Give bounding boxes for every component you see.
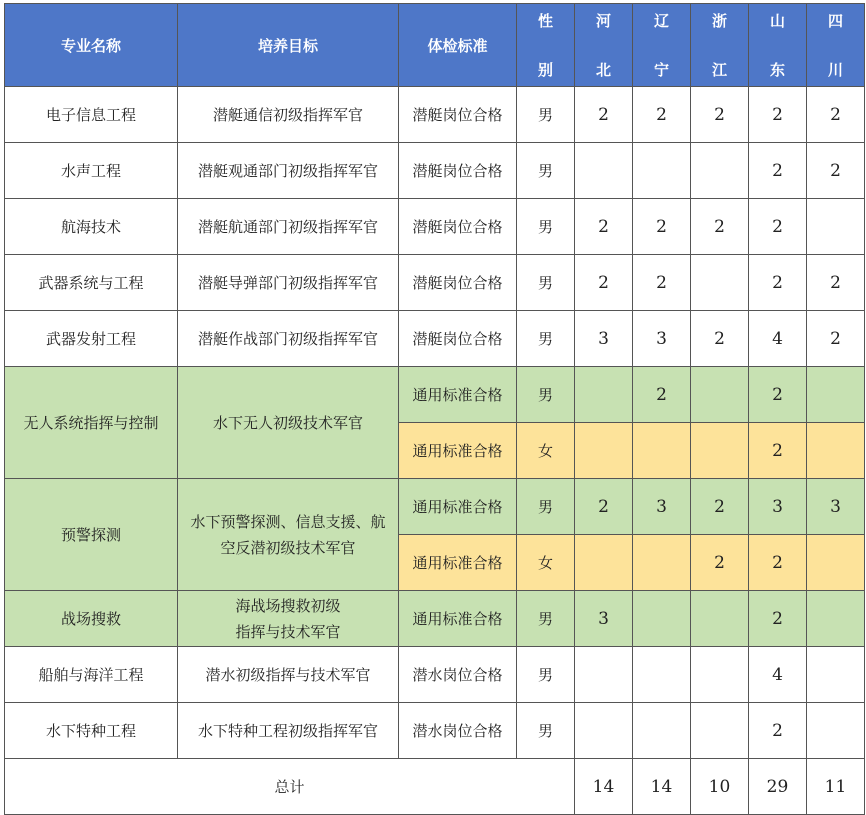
value-cell: 2: [575, 255, 633, 311]
gender-cell: 男: [517, 311, 575, 367]
total-value: 10: [691, 759, 749, 815]
table-row: [5, 479, 865, 535]
header-gender: 性 别: [517, 4, 575, 87]
standard-cell: 通用标准合格: [399, 535, 517, 591]
goal-cell: 潜艇观通部门初级指挥军官: [178, 143, 399, 199]
standard-cell: 潜艇岗位合格: [399, 199, 517, 255]
major-cell: 船舶与海洋工程: [5, 647, 178, 703]
value-cell: 3: [807, 479, 865, 535]
table-row: [5, 199, 865, 255]
gender-cell: 女: [517, 535, 575, 591]
goal-cell: 潜艇通信初级指挥军官: [178, 87, 399, 143]
value-cell: 2: [749, 535, 807, 591]
value-cell: [633, 703, 691, 759]
goal-cell: 潜艇作战部门初级指挥军官: [178, 311, 399, 367]
value-cell: [633, 647, 691, 703]
header-major: 专业名称: [5, 4, 178, 87]
value-cell: 3: [575, 311, 633, 367]
table-row: [5, 143, 865, 199]
value-cell: [691, 143, 749, 199]
standard-cell: 潜水岗位合格: [399, 647, 517, 703]
goal-cell: 潜艇导弹部门初级指挥军官: [178, 255, 399, 311]
value-cell: 3: [633, 311, 691, 367]
value-cell: [575, 535, 633, 591]
value-cell: [691, 423, 749, 479]
total-value: 29: [749, 759, 807, 815]
standard-cell: 通用标准合格: [399, 591, 517, 647]
standard-cell: 潜艇岗位合格: [399, 255, 517, 311]
value-cell: 2: [749, 87, 807, 143]
table-row: [5, 591, 865, 647]
value-cell: 2: [633, 199, 691, 255]
value-cell: 2: [633, 255, 691, 311]
value-cell: [633, 143, 691, 199]
value-cell: [575, 703, 633, 759]
major-cell: 水下特种工程: [5, 703, 178, 759]
header-liaoning: 辽 宁: [633, 4, 691, 87]
value-cell: [575, 367, 633, 423]
value-cell: 2: [633, 87, 691, 143]
value-cell: [691, 647, 749, 703]
gender-cell: 男: [517, 591, 575, 647]
goal-cell: 水下特种工程初级指挥军官: [178, 703, 399, 759]
value-cell: 2: [749, 703, 807, 759]
total-value: 14: [633, 759, 691, 815]
value-cell: 4: [749, 311, 807, 367]
gender-cell: 男: [517, 479, 575, 535]
standard-cell: 通用标准合格: [399, 367, 517, 423]
header-sichuan: 四 川: [807, 4, 865, 87]
major-cell: 武器发射工程: [5, 311, 178, 367]
value-cell: [633, 423, 691, 479]
gender-cell: 男: [517, 367, 575, 423]
total-value: 11: [807, 759, 865, 815]
value-cell: 2: [807, 255, 865, 311]
value-cell: 2: [575, 479, 633, 535]
gender-cell: 男: [517, 199, 575, 255]
total-label: 总计: [5, 759, 575, 815]
table-row: [5, 703, 865, 759]
value-cell: 3: [633, 479, 691, 535]
value-cell: [807, 591, 865, 647]
value-cell: 4: [749, 647, 807, 703]
enrollment-table: [4, 3, 865, 815]
value-cell: 2: [749, 591, 807, 647]
standard-cell: 通用标准合格: [399, 423, 517, 479]
table-row: [5, 647, 865, 703]
value-cell: [633, 591, 691, 647]
value-cell: [691, 367, 749, 423]
gender-cell: 男: [517, 647, 575, 703]
major-cell: 预警探测: [5, 479, 178, 591]
value-cell: 2: [749, 255, 807, 311]
gender-cell: 男: [517, 255, 575, 311]
value-cell: 2: [749, 423, 807, 479]
header-shandong: 山 东: [749, 4, 807, 87]
value-cell: 3: [575, 591, 633, 647]
table-row: [5, 367, 865, 423]
value-cell: [807, 647, 865, 703]
major-cell: 无人系统指挥与控制: [5, 367, 178, 479]
gender-cell: 男: [517, 143, 575, 199]
header-standard: 体检标准: [399, 4, 517, 87]
value-cell: [633, 535, 691, 591]
standard-cell: 通用标准合格: [399, 479, 517, 535]
goal-cell: 海战场搜救初级 指挥与技术军官: [178, 591, 399, 647]
total-value: 14: [575, 759, 633, 815]
gender-cell: 女: [517, 423, 575, 479]
value-cell: [575, 423, 633, 479]
goal-cell: 水下预警探测、信息支援、航 空反潜初级技术军官: [178, 479, 399, 591]
value-cell: [807, 703, 865, 759]
total-row: [5, 759, 865, 815]
value-cell: 2: [691, 311, 749, 367]
header-row: [5, 4, 865, 87]
major-cell: 水声工程: [5, 143, 178, 199]
value-cell: [807, 423, 865, 479]
value-cell: 2: [575, 199, 633, 255]
goal-cell: 水下无人初级技术军官: [178, 367, 399, 479]
value-cell: 2: [807, 311, 865, 367]
value-cell: [575, 143, 633, 199]
value-cell: 2: [633, 367, 691, 423]
value-cell: 2: [807, 143, 865, 199]
value-cell: 2: [749, 199, 807, 255]
standard-cell: 潜艇岗位合格: [399, 311, 517, 367]
standard-cell: 潜艇岗位合格: [399, 143, 517, 199]
value-cell: 2: [691, 87, 749, 143]
value-cell: 2: [749, 143, 807, 199]
value-cell: [575, 647, 633, 703]
table-row: [5, 311, 865, 367]
major-cell: 战场搜救: [5, 591, 178, 647]
standard-cell: 潜艇岗位合格: [399, 87, 517, 143]
gender-cell: 男: [517, 87, 575, 143]
value-cell: 2: [575, 87, 633, 143]
goal-cell: 潜水初级指挥与技术军官: [178, 647, 399, 703]
value-cell: 2: [691, 535, 749, 591]
standard-cell: 潜水岗位合格: [399, 703, 517, 759]
header-hebei: 河 北: [575, 4, 633, 87]
gender-cell: 男: [517, 703, 575, 759]
value-cell: [691, 255, 749, 311]
value-cell: [807, 367, 865, 423]
goal-cell: 潜艇航通部门初级指挥军官: [178, 199, 399, 255]
value-cell: 2: [691, 479, 749, 535]
value-cell: 3: [749, 479, 807, 535]
value-cell: 2: [749, 367, 807, 423]
header-goal: 培养目标: [178, 4, 399, 87]
major-cell: 航海技术: [5, 199, 178, 255]
table-row: [5, 87, 865, 143]
table-row: [5, 255, 865, 311]
value-cell: 2: [691, 199, 749, 255]
major-cell: 电子信息工程: [5, 87, 178, 143]
major-cell: 武器系统与工程: [5, 255, 178, 311]
header-zhejiang: 浙 江: [691, 4, 749, 87]
value-cell: 2: [807, 87, 865, 143]
value-cell: [691, 591, 749, 647]
value-cell: [691, 703, 749, 759]
value-cell: [807, 199, 865, 255]
value-cell: [807, 535, 865, 591]
